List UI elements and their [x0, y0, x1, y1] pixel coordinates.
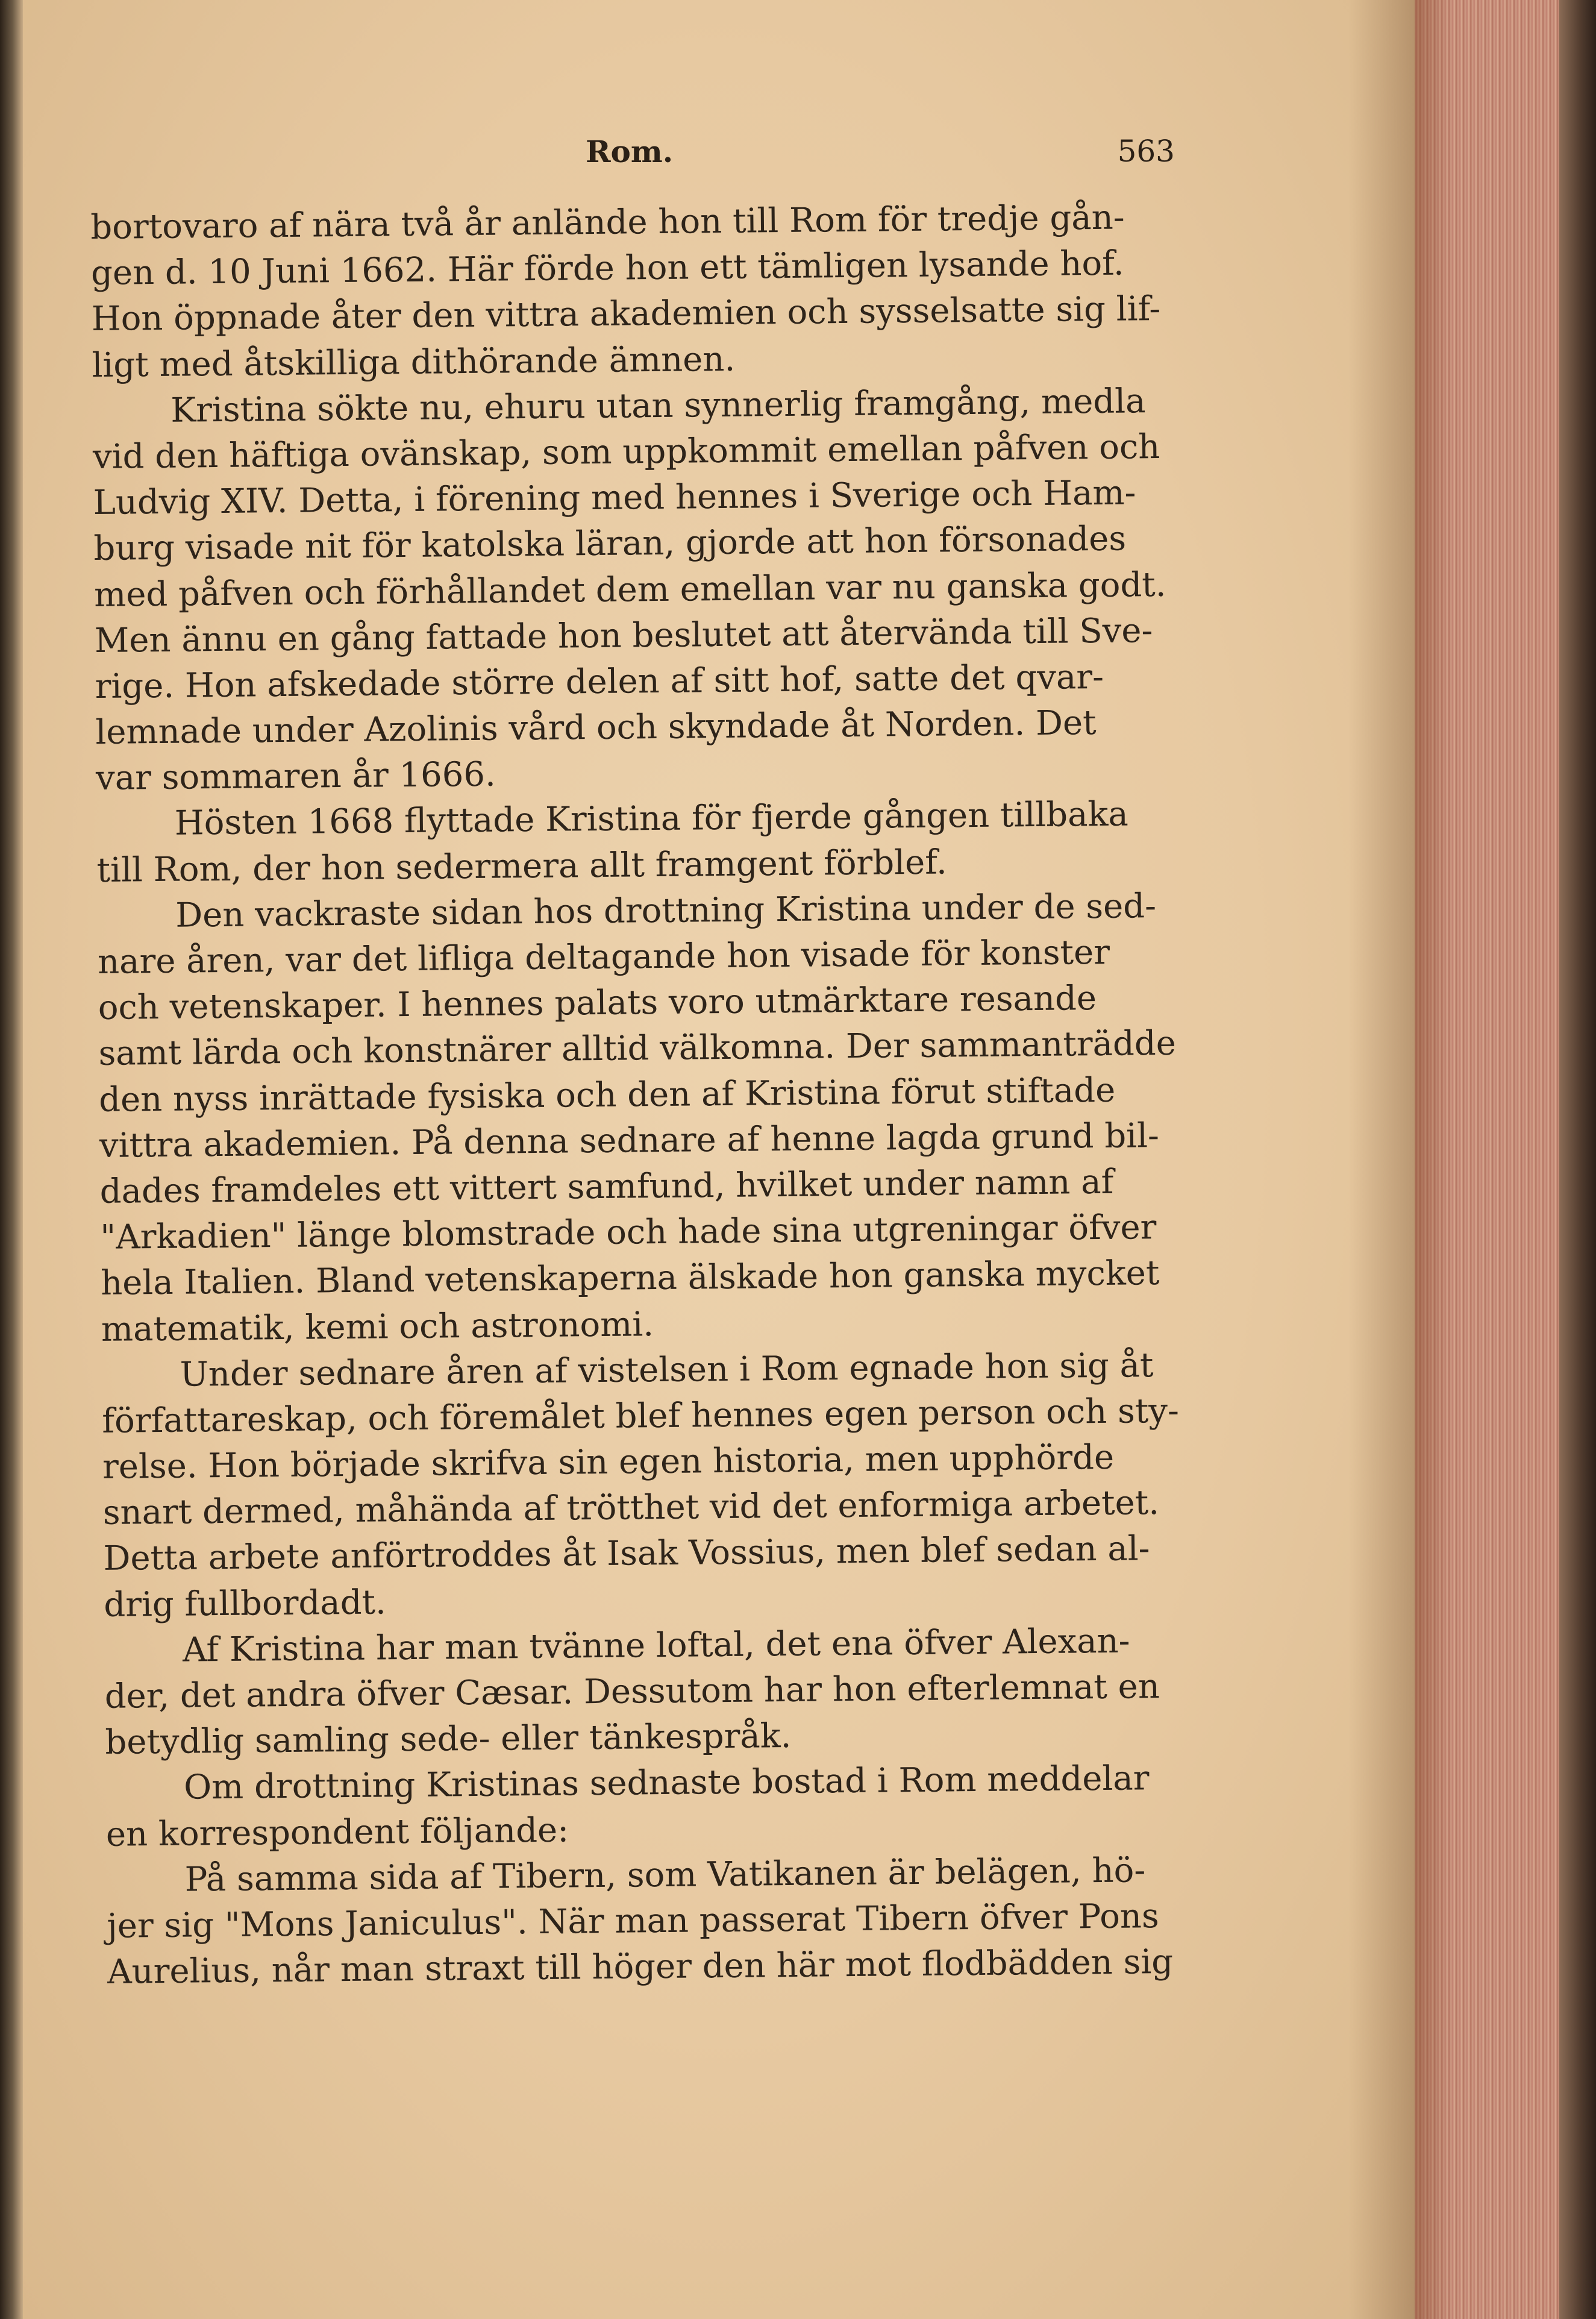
text-line: matematik, kemi och astronomi. [101, 1304, 654, 1349]
text-line: till Rom, der hon sedermera allt framgent förblef. [96, 843, 948, 890]
text-line: bortovaro af nära två år anlände hon till Rom för tredje gån- [90, 198, 1125, 247]
text-line: med påfven och förhållandet dem emellan var nu ganska godt. [93, 565, 1166, 615]
text-line: der, det andra öfver Cæsar. Dessutom har hon efterlemnat en [104, 1667, 1160, 1716]
body-text [90, 195, 1192, 1995]
text-line: Hösten 1668 flyttade Kristina för fjerde gången tillbaka [174, 794, 1129, 844]
text-line: snart dermed, måhända af trötthet vid det enformiga arbetet. [102, 1483, 1160, 1533]
text-line: Under sednare åren af vistelsen i Rom egnade hon sig åt [180, 1345, 1154, 1395]
text-line: Ludvig XIV. Detta, i förening med hennes i Sverige och Ham- [93, 473, 1136, 523]
text-line: nare åren, var det lifliga deltagande hon visade för konster [97, 932, 1110, 982]
text-line: Hon öppnade åter den vittra akademien och sysselsatte sig lif- [91, 289, 1161, 339]
text-line: drig fullbordadt. [103, 1583, 387, 1625]
text-line: Den vackraste sidan hos drottning Kristina under de sed- [175, 886, 1157, 935]
text-line: samt lärda och konstnärer alltid välkomna. Der sammanträdde [98, 1024, 1177, 1074]
text-line: hela Italien. Bland vetenskaperna älskade hon ganska mycket [100, 1254, 1160, 1304]
text-line: den nyss inrättade fysiska och den af Kristina förut stiftade [98, 1070, 1116, 1120]
text-line: vid den häftiga ovänskap, som uppkommit emellan påfven och [92, 427, 1160, 477]
text-line: "Arkadien" länge blomstrade och hade sina utgreningar öfver [100, 1208, 1157, 1258]
text-line: vittra akademien. På denna sednare af henne lagda grund bil- [99, 1116, 1160, 1166]
text-line: På samma sida af Tibern, som Vatikanen är belägen, hö- [184, 1851, 1146, 1900]
text-line: gen d. 10 Juni 1662. Här förde hon ett tämligen lysande hof. [90, 243, 1124, 293]
text-line: rige. Hon afskedade större delen af sitt hof, satte det qvar- [95, 657, 1104, 706]
page-number: 563 [1117, 134, 1175, 169]
text-line: relse. Hon började skrifva sin egen historia, men upphörde [102, 1437, 1115, 1487]
text-line: Men ännu en gång fattade hon beslutet att återvända till Sve- [94, 610, 1153, 661]
text-line: lemnade under Azolinis vård och skyndade åt Norden. Det [95, 703, 1097, 753]
text-line: burg visade nit för katolska läran, gjorde att hon försonades [93, 519, 1127, 569]
text-line: betydlig samling sede- eller tänkespråk. [105, 1716, 792, 1763]
page-edges [1415, 0, 1559, 2319]
text-line: en korrespondent följande: [105, 1810, 569, 1854]
book-cover-edge [1559, 0, 1596, 2319]
text-line: Af Kristina har man tvänne loftal, det ena öfver Alexan- [182, 1621, 1130, 1670]
text-line: Aurelius, når man straxt till höger den här mot flodbädden sig [107, 1942, 1174, 1992]
left-gutter [0, 0, 23, 2319]
text-line: Detta arbete anförtroddes åt Isak Vossius, men blef sedan al- [103, 1529, 1150, 1579]
page-header [90, 134, 1175, 182]
text-line: och vetenskaper. I hennes palats voro utmärktare resande [98, 979, 1097, 1028]
text-line: författareskap, och föremålet blef hennes egen person och sty- [102, 1391, 1180, 1441]
text-line: ligt med åtskilliga dithörande ämnen. [92, 339, 736, 385]
text-line: var sommaren år 1666. [95, 755, 496, 799]
text-line: Kristina sökte nu, ehuru utan synnerlig framgång, medla [170, 381, 1146, 430]
running-head: Rom. [586, 134, 674, 169]
text-line: dades framdeles ett vittert samfund, hvilket under namn af [99, 1162, 1114, 1211]
text-line: jer sig "Mons Janiculus". När man passerat Tibern öfver Pons [107, 1897, 1159, 1946]
text-line: Om drottning Kristinas sednaste bostad i Rom meddelar [183, 1759, 1150, 1808]
